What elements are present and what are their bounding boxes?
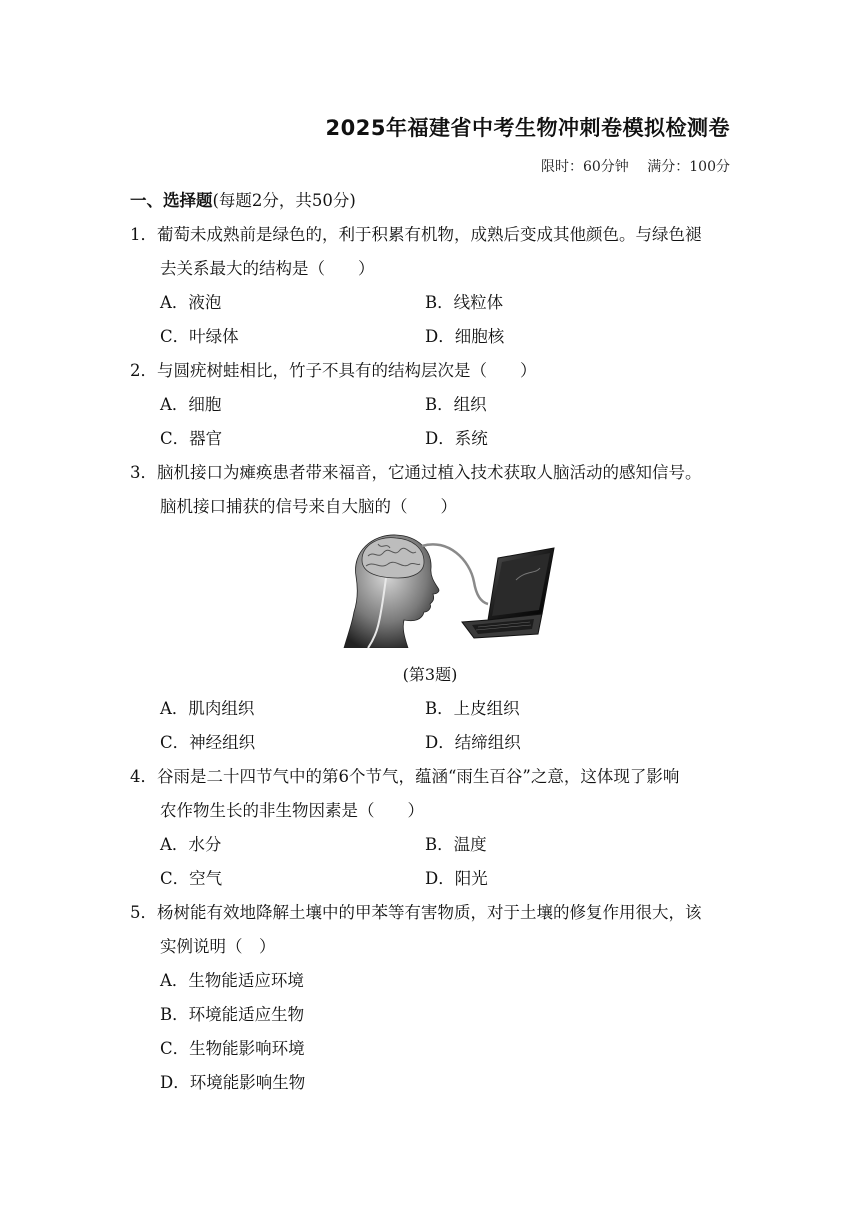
- question-1-option-d: D．细胞核: [425, 327, 505, 346]
- question-5-option-a: A．生物能适应环境: [160, 971, 304, 990]
- question-3-option-d: D．结缔组织: [425, 733, 521, 752]
- question-1-option-c: C．叶绿体: [160, 327, 239, 346]
- figure-3-caption: (第3题): [402, 665, 458, 684]
- human-head-icon: [344, 535, 439, 648]
- question-1-text-cont: 去关系最大的结构是（ ）: [160, 259, 375, 278]
- question-5-option-b: B．环境能适应生物: [160, 1005, 305, 1024]
- question-1-option-b: B．线粒体: [425, 293, 504, 312]
- question-4-option-d: D．阳光: [425, 869, 488, 888]
- question-2-option-d: D．系统: [425, 429, 488, 448]
- page-title: 2025年福建省中考生物冲刺卷模拟检测卷: [325, 116, 730, 140]
- question-4-option-c: C．空气: [160, 869, 223, 888]
- question-1-option-a: A．液泡: [160, 293, 222, 312]
- question-4-text-cont: 农作物生长的非生物因素是（ ）: [160, 801, 424, 820]
- question-2-option-b: B．组织: [425, 395, 487, 414]
- question-5-text-cont: 实例说明（ ）: [160, 937, 276, 956]
- question-2-option-a: A．细胞: [160, 395, 222, 414]
- question-2-option-c: C．器官: [160, 429, 223, 448]
- question-4-option-a: A．水分: [160, 835, 222, 854]
- section-note: (每题2分，共50分): [212, 191, 356, 210]
- question-2-text: 2．与圆疣树蛙相比，竹子不具有的结构层次是（ ）: [130, 361, 537, 380]
- question-5-text: 5．杨树能有效地降解土壤中的甲苯等有害物质，对于土壤的修复作用很大，该: [130, 903, 702, 922]
- time-limit: 限时：60分钟: [540, 159, 629, 175]
- question-3-option-c: C．神经组织: [160, 733, 256, 752]
- question-3-text-cont: 脑机接口捕获的信号来自大脑的（ ）: [160, 497, 457, 516]
- exam-meta: [541, 156, 730, 176]
- question-1-text: 1．葡萄未成熟前是绿色的，利于积累有机物，成熟后变成其他颜色。与绿色褪: [130, 225, 702, 244]
- full-score: 满分：100分: [647, 159, 730, 175]
- question-3-text: 3．脑机接口为瘫痪患者带来福音，它通过植入技术获取人脑活动的感知信号。: [130, 463, 702, 482]
- question-3-option-b: B．上皮组织: [425, 699, 520, 718]
- question-4-text: 4．谷雨是二十四节气中的第6个节气，蕴涵“雨生百谷”之意，这体现了影响: [130, 767, 680, 786]
- question-5-option-d: D．环境能影响生物: [160, 1073, 306, 1092]
- question-3-option-a: A．肌肉组织: [160, 699, 255, 718]
- section-heading: [130, 190, 356, 212]
- section-label: 一、选择题: [130, 191, 213, 210]
- question-5-option-c: C．生物能影响环境: [160, 1039, 305, 1058]
- brain-computer-interface-figure: [338, 530, 563, 648]
- question-4-option-b: B．温度: [425, 835, 487, 854]
